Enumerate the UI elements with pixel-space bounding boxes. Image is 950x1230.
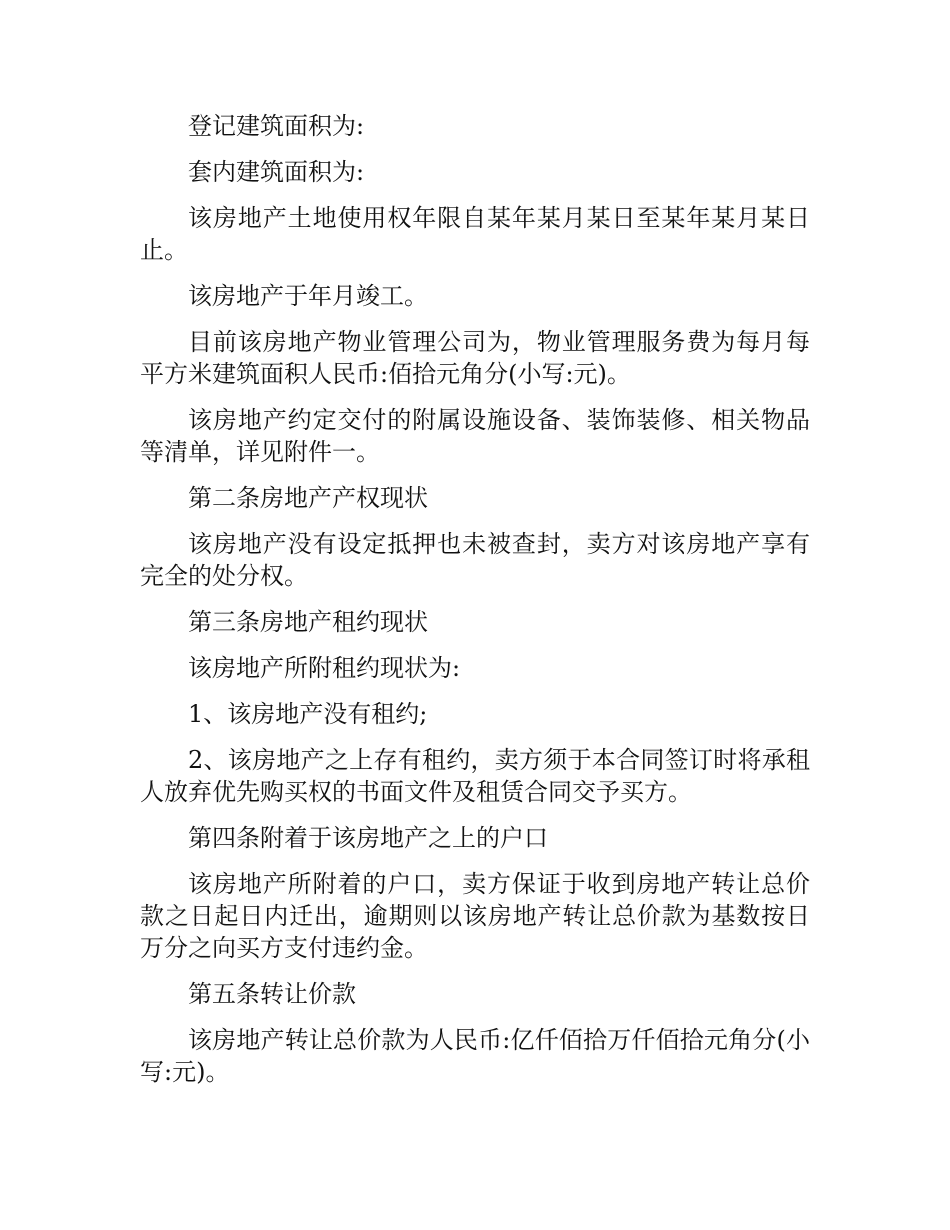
- heading-article-3: 第三条房地产租约现状: [188, 608, 428, 636]
- heading-article-4: 第四条附着于该房地产之上的户口: [188, 824, 548, 852]
- paragraph-interior-area: 套内建筑面积为:: [188, 158, 365, 186]
- heading-article-2: 第二条房地产产权现状: [188, 484, 428, 512]
- paragraph-property-management: 目前该房地产物业管理公司为，物业管理服务费为每月每平方米建筑面积人民币:佰拾元角分(小写:元)。: [140, 328, 810, 388]
- paragraph-lease-option-2: 2、该房地产之上存有租约，卖方须于本合同签订时将承租人放弃优先购买权的书面文件及租赁合同交予买方。: [140, 746, 810, 806]
- paragraph-title-status: 该房地产没有设定抵押也未被查封，卖方对该房地产享有完全的处分权。: [140, 530, 810, 590]
- paragraph-registered-area: 登记建筑面积为:: [188, 112, 365, 140]
- paragraph-completion-date: 该房地产于年月竣工。: [188, 282, 428, 310]
- paragraph-transfer-price: 该房地产转让总价款为人民币:亿仟佰拾万仟佰拾元角分(小写:元)。: [140, 1026, 810, 1086]
- paragraph-lease-option-1: 1、该房地产没有租约;: [188, 700, 428, 728]
- paragraph-fixtures-list: 该房地产约定交付的附属设施设备、装饰装修、相关物品等清单，详见附件一。: [140, 406, 810, 466]
- paragraph-household-registration: 该房地产所附着的户口，卖方保证于收到房地产转让总价款之日起日内迁出，逾期则以该房地产转让总价款为基数按日万分之向买方支付违约金。: [140, 870, 810, 962]
- paragraph-land-use-term: 该房地产土地使用权年限自某年某月某日至某年某月某日止。: [140, 204, 810, 264]
- document-page: [140, 110, 810, 1102]
- heading-article-5: 第五条转让价款: [188, 980, 356, 1008]
- paragraph-lease-status: 该房地产所附租约现状为:: [188, 654, 461, 682]
